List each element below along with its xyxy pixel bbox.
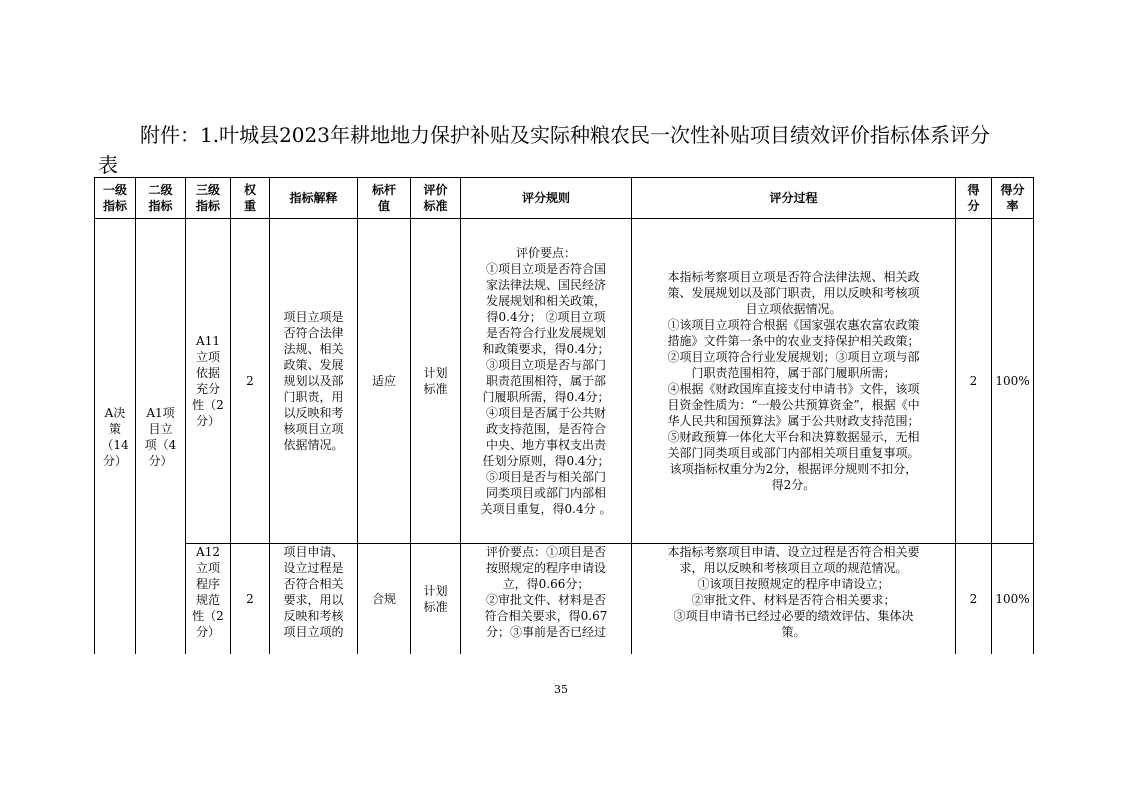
- cell-standard: 计划 标准: [411, 544, 461, 655]
- title-line-2: 表: [98, 153, 118, 177]
- header-score: 得 分: [956, 178, 992, 219]
- cell-explanation: 项目立项是 否符合法律 法规、相关 政策、发展 规划以及部 门职责，用 以反映和考 核项目立项 依据情况。: [270, 219, 358, 544]
- cell-level3: A11 立项 依据 充分 性（2 分）: [186, 219, 231, 544]
- header-benchmark: 标杆 值: [358, 178, 411, 219]
- header-level2: 二级 指标: [136, 178, 186, 219]
- cell-explanation: 项目申请、 设立过程是 否符合相关 要求，用以 反映和考核 项目立项的: [270, 544, 358, 655]
- cell-level3: A12 立项 程序 规范 性（2 分）: [186, 544, 231, 655]
- header-level3: 三级 指标: [186, 178, 231, 219]
- cell-standard: 计划 标准: [411, 219, 461, 544]
- header-explanation: 指标解释: [270, 178, 358, 219]
- scoring-table: [94, 177, 1034, 654]
- document-title: [98, 120, 1058, 180]
- cell-rate: 100%: [992, 219, 1034, 544]
- cell-score: 2: [956, 219, 992, 544]
- cell-level1: A决 策 （14 分）: [95, 219, 136, 655]
- header-standard: 评价 标准: [411, 178, 461, 219]
- page-number: 35: [554, 683, 568, 696]
- cell-process: 本指标考察项目申请、设立过程是否符合相关要 求，用以反映和考核项目立项的规范情况。 ①该项目按照规定的程序申请设立； ②审批文件、材料是否符合相关要求； ③项目申请书已经过必要的绩效评估、集体决 策。: [632, 544, 956, 655]
- title-line-1: 附件：1.叶城县2023年耕地地力保护补贴及实际种粮农民一次性补贴项目绩效评价指标体系评分: [140, 123, 990, 147]
- header-level1: 一级 指标: [95, 178, 136, 219]
- header-rule: 评分规则: [461, 178, 632, 219]
- cell-benchmark: 适应: [358, 219, 411, 544]
- cell-weight: 2: [231, 544, 270, 655]
- cell-weight: 2: [231, 219, 270, 544]
- table-header-row: [95, 178, 1034, 219]
- cell-benchmark: 合规: [358, 544, 411, 655]
- cell-rule: 评价要点：①项目是否 按照规定的程序申请设 立，得0.66分； ②审批文件、材料是否 符合相关要求，得0.67 分；③事前是否已经过: [461, 544, 632, 655]
- cell-score: 2: [956, 544, 992, 655]
- header-process: 评分过程: [632, 178, 956, 219]
- header-rate: 得分 率: [992, 178, 1034, 219]
- cell-rule: 评价要点： ①项目立项是否符合国 家法律法规、国民经济 发展规划和相关政策， 得0.4分； ②项目立项 是否符合行业发展规划 和政策要求，得0.4分； ③项目立项是否与部门 职责范围相符，属于部 门履职所需，得0.4分； ④项目是否属于公共财 政支持范围，是否符合 中央、地方事权支出责 任划分原则，得0.4分； ⑤项目是否与相关部门 同类项目或部门内部相 关项目重复，得0.4分 。: [461, 219, 632, 544]
- cell-level2: A1项 目立 项（4 分）: [136, 219, 186, 655]
- table-row: [95, 219, 1034, 544]
- cell-process: 本指标考察项目立项是否符合法律法规、相关政 策、发展规划以及部门职责，用以反映和考核项 目立项依据情况。 ①该项目立项符合根据《国家强农惠农富农政策 措施》文件第一条中的农业支持保护相关政策； ②项目立项符合行业发展规划；③项目立项与部 门职责范围相符，属于部门履职所需； ④根据《财政国库直接支付申请书》文件，该项 目资金性质为：“一般公共预算资金”，根据《中 华人民共和国预算法》属于公共财政支持范围； ⑤财政预算一体化大平台和决算数据显示，无相 关部门同类项目或部门内部相关项目重复事项。 该项指标权重分为2分，根据评分规则不扣分， 得2分。: [632, 219, 956, 544]
- header-weight: 权 重: [231, 178, 270, 219]
- table-row: [95, 544, 1034, 655]
- cell-rate: 100%: [992, 544, 1034, 655]
